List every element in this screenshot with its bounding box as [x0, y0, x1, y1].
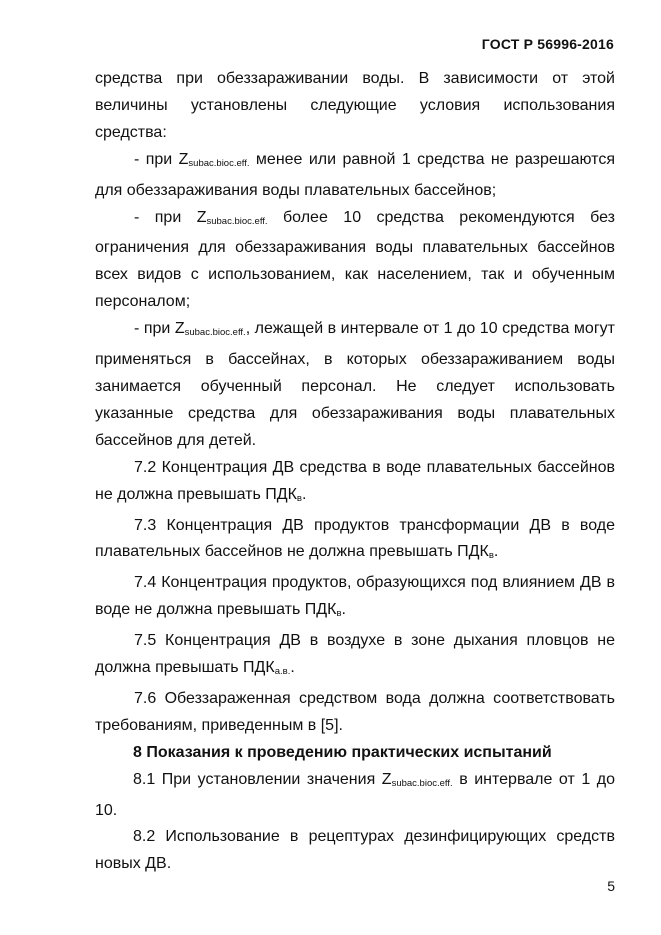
paragraph-7-6: [95, 686, 615, 740]
paragraph-condition-high: [95, 205, 615, 317]
text-run: 7.6 Обеззараженная средством вода должна соответствовать требованиям, приведенным в [5].: [95, 689, 615, 734]
page-number: 5: [607, 878, 615, 894]
text-run: 8.1 При установлении значения Z: [133, 770, 392, 788]
paragraph-7-3: [95, 513, 615, 571]
subscript: subac.bioc.eff.: [391, 777, 453, 789]
subscript: а.в.: [274, 666, 291, 678]
subscript: в: [488, 550, 494, 562]
text-run: - при Z: [134, 320, 185, 338]
subscript: subac.bioc.eff.: [206, 215, 268, 227]
paragraph-usage-conditions: [95, 66, 615, 147]
subscript: в: [336, 608, 342, 620]
document-body: [95, 66, 615, 878]
text-run: .: [341, 601, 346, 619]
paragraph-8-1: [95, 767, 615, 825]
document-header: ГОСТ Р 56996-2016: [481, 36, 614, 52]
subscript: subac.bioc.eff.: [184, 327, 246, 339]
text-run: средства при обеззараживании воды. В зависимости от этой величины установлены следующие условия использования средства:: [95, 70, 615, 141]
text-run: 7.2 Концентрация ДВ средства в воде плавательных бассейнов не должна превышать ПДК: [95, 458, 615, 503]
section-8-heading: 8 Показания к проведению практических испытаний: [133, 743, 552, 761]
text-run: в интервале от 1 до 10.: [95, 770, 616, 819]
text-run: .: [493, 543, 499, 561]
paragraph-7-4: [95, 570, 615, 628]
text-run: .: [290, 659, 295, 677]
text-run: .: [301, 485, 307, 503]
text-run: 7.5 Концентрация ДВ в воздухе в зоне дыхания пловцов не должна превышать ПДК: [95, 632, 615, 677]
paragraph-condition-mid: [95, 316, 615, 455]
text-run: 7.3 Концентрация ДВ продуктов трансформации ДВ в воде плавательных бассейнов не должна превышать ПДК: [95, 516, 615, 561]
paragraph-7-2: [95, 455, 615, 513]
text-run: более 10 средства рекомендуются без ограничения для обеззараживания воды плавательных бассейнов всех видов с использованием, как населением, так и обученным персоналом;: [95, 208, 616, 311]
paragraph-7-5: [95, 628, 615, 686]
text-run: - при Z: [134, 208, 207, 226]
paragraph-condition-low: [95, 147, 615, 205]
text-run: 7.4 Концентрация продуктов, образующихся под влиянием ДВ в воде не должна превышать ПДК: [95, 574, 615, 619]
subscript: subac.bioc.eff.: [188, 157, 250, 169]
subscript: в: [296, 492, 302, 504]
text-run: 8.2 Использование в рецептурах дезинфицирующих средств новых ДВ.: [95, 828, 615, 873]
text-run: - при Z: [134, 150, 189, 168]
text-run: , лежащей в интервале от 1 до 10 средства могут применяться в бассейнах, в которых обеззараживанием воды занимается обученный персонал. Не следует использовать указанные средства для обеззараживания воды плавательных бассейнов для детей.: [95, 320, 615, 449]
paragraph-8-2: [95, 824, 615, 878]
text-run: менее или равной 1 средства не разрешаются для обеззараживания воды плавательных бассейнов;: [95, 150, 615, 199]
